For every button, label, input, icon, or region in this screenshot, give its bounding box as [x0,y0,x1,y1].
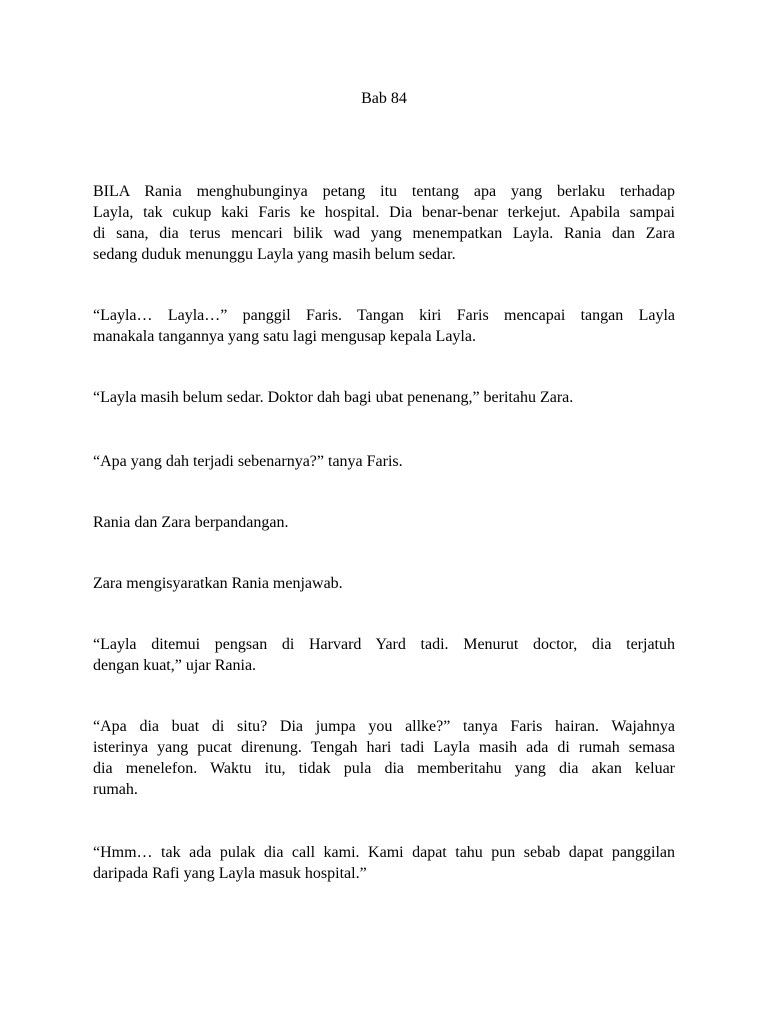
paragraph-line: “Apa dia buat di situ? Dia jumpa you allke?” tanya Faris hairan. Wajahnya [93,718,675,735]
paragraph-line: “Layla masih belum sedar. Doktor dah bagi ubat penenang,” beritahu Zara. [93,389,574,406]
paragraph-line: di sana, dia terus mencari bilik wad yang menempatkan Layla. Rania dan Zara [93,225,675,242]
paragraph-line: Layla, tak cukup kaki Faris ke hospital. Dia benar-benar terkejut. Apabila sampai [93,204,675,221]
paragraph-4 [93,451,675,472]
paragraph-2 [93,305,675,347]
paragraph-line: BILA Rania menghubunginya petang itu tentang apa yang berlaku terhadap [93,183,675,200]
paragraph-line: rumah. [93,781,138,798]
paragraph-line: Zara mengisyaratkan Rania menjawab. [93,575,343,592]
paragraph-line: daripada Rafi yang Layla masuk hospital.” [93,865,367,882]
paragraph-line: manakala tangannya yang satu lagi mengusap kepala Layla. [93,328,476,345]
paragraph-line: isterinya yang pucat direnung. Tengah hari tadi Layla masih ada di rumah semasa [93,739,675,756]
paragraph-8 [93,716,675,800]
paragraph-9 [93,842,675,884]
paragraph-line: “Layla… Layla…” panggil Faris. Tangan kiri Faris mencapai tangan Layla [93,307,675,324]
paragraph-line: Rania dan Zara berpandangan. [93,514,289,531]
paragraph-line: “Hmm… tak ada pulak dia call kami. Kami dapat tahu pun sebab dapat panggilan [93,844,675,861]
paragraph-3 [93,387,675,408]
paragraph-line: dengan kuat,” ujar Rania. [93,657,257,674]
paragraph-line: sedang duduk menunggu Layla yang masih belum sedar. [93,246,456,263]
paragraph-5 [93,512,675,533]
paragraph-7 [93,634,675,676]
chapter-title: Bab 84 [361,90,407,107]
paragraph-6 [93,573,675,594]
paragraph-line: “Layla ditemui pengsan di Harvard Yard tadi. Menurut doctor, dia terjatuh [93,636,675,653]
paragraph-line: “Apa yang dah terjadi sebenarnya?” tanya Faris. [93,453,403,470]
paragraph-line: dia menelefon. Waktu itu, tidak pula dia memberitahu yang dia akan keluar [93,760,675,777]
paragraph-1 [93,181,675,265]
